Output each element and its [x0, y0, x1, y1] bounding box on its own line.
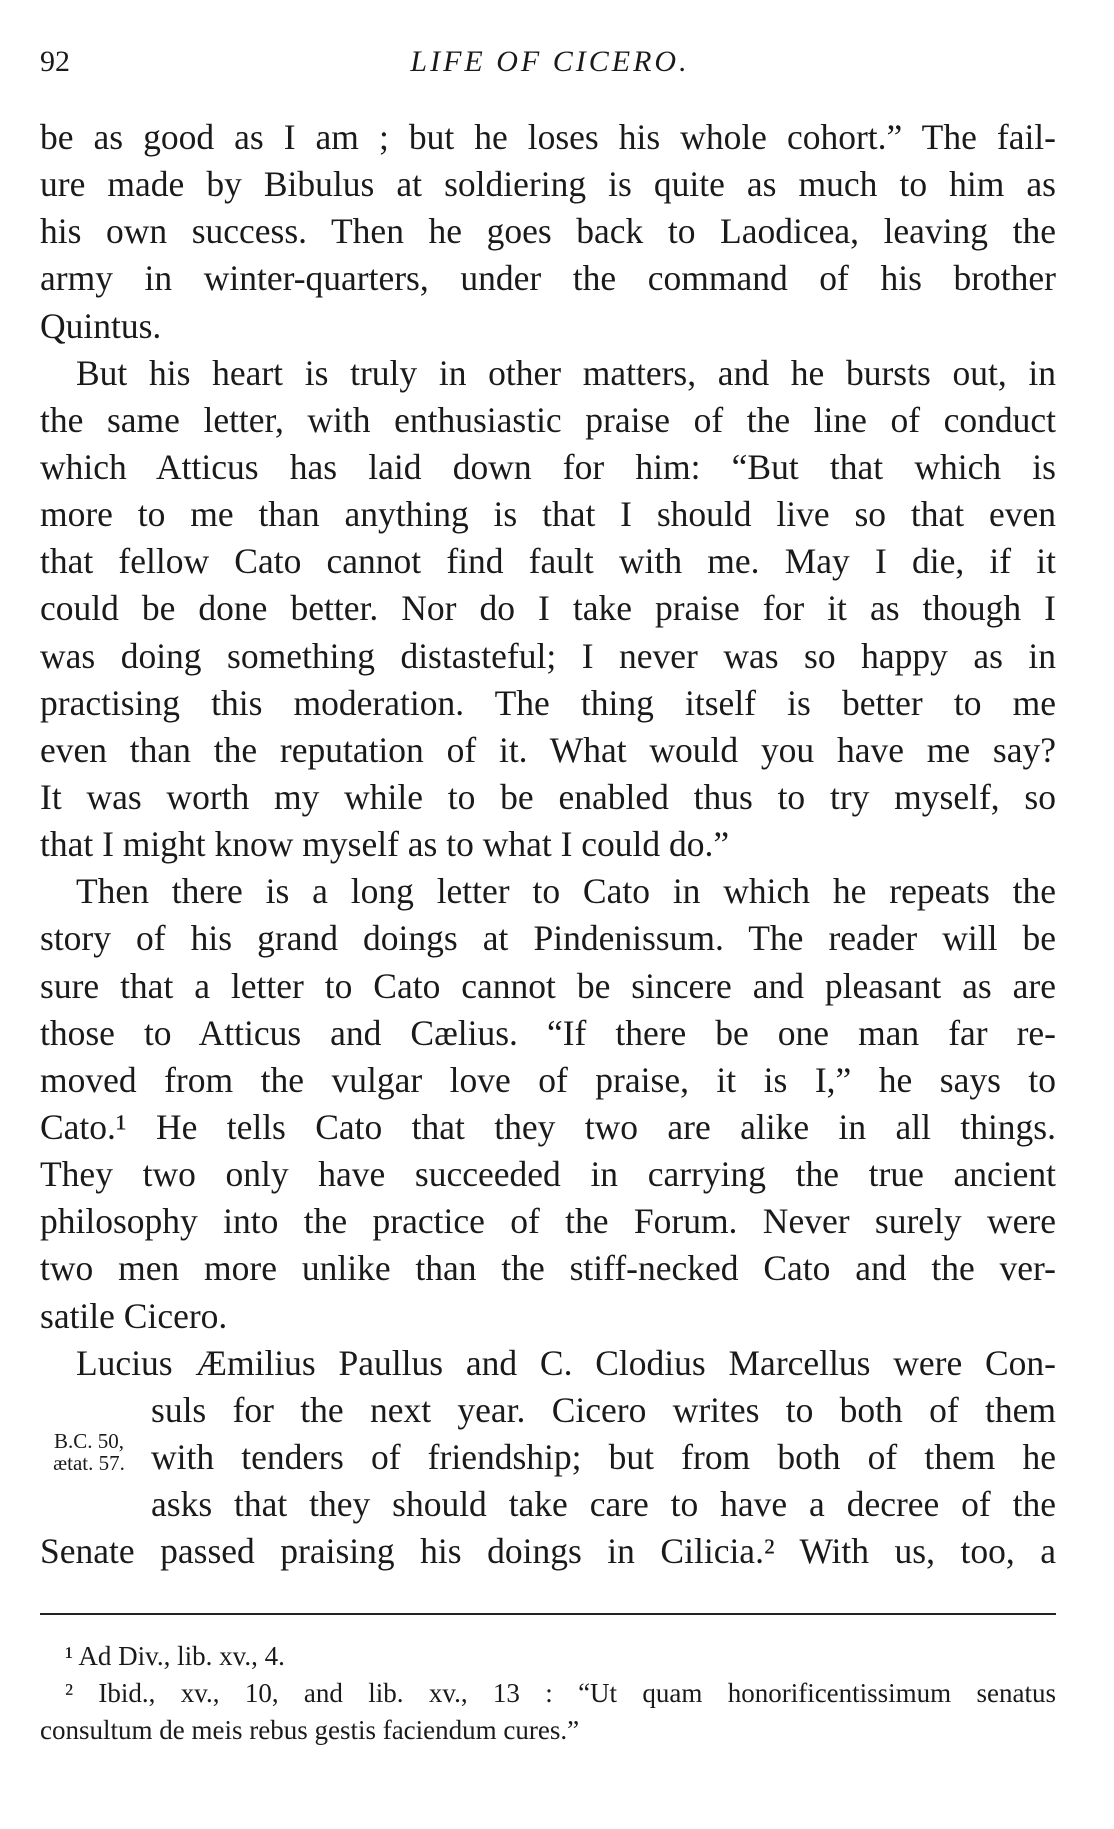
- text-line: But his heart is truly in other matters, and he bursts out, in: [76, 352, 1056, 393]
- marginal-note-year: B.C. 50,: [53, 1429, 124, 1453]
- text-line: with tenders of friendship; but from both of them he: [151, 1436, 1056, 1477]
- text-line: two men more unlike than the stiff-necked Cato and the ver-: [40, 1248, 1056, 1289]
- text-line: They two only have succeeded in carrying the true ancient: [40, 1154, 1056, 1195]
- text-line: Then there is a long letter to Cato in which he repeats the: [76, 871, 1056, 912]
- body-text: [40, 114, 1056, 1575]
- footnote-divider: [40, 1613, 1056, 1615]
- text-line: story of his grand doings at Pindenissum. The reader will be: [40, 918, 1056, 959]
- page-number: 92: [40, 45, 70, 78]
- marginal-note-age: ætat. 57.: [53, 1451, 125, 1475]
- text-line: suls for the next year. Cicero writes to both of them: [151, 1389, 1056, 1430]
- text-line: be as good as I am ; but he loses his whole cohort.” The fail-: [40, 117, 1056, 157]
- footnotes: [40, 1638, 1056, 1749]
- text-line: Cato.¹ He tells Cato that they two are alike in all things.: [40, 1106, 1056, 1147]
- text-line: ure made by Bibulus at soldiering is quite as much to him as: [40, 164, 1056, 205]
- text-line: those to Atticus and Cælius. “If there be one man far re-: [40, 1012, 1056, 1053]
- footnote-2-line-1: ² Ibid., xv., 10, and lib. xv., 13 : “Ut quam honorificentissimum senatus: [65, 1678, 1056, 1708]
- text-line: Lucius Æmilius Paullus and C. Clodius Marcellus were Con-: [76, 1342, 1056, 1383]
- text-line: even than the reputation of it. What would you have me say?: [40, 729, 1056, 770]
- marginal-date-note: [36, 1430, 142, 1474]
- text-line: that fellow Cato cannot find fault with me. May I die, if it: [40, 541, 1056, 582]
- text-line: It was worth my while to be enabled thus to try myself, so: [40, 776, 1056, 817]
- text-line: was doing something distasteful; I never was so happy as in: [40, 635, 1056, 676]
- text-line: could be done better. Nor do I take praise for it as though I: [40, 588, 1056, 629]
- text-line: Senate passed praising his doings in Cilicia.² With us, too, a: [40, 1531, 1056, 1572]
- text-line: which Atticus has laid down for him: “But that which is: [40, 446, 1056, 487]
- text-line: philosophy into the practice of the Forum. Never surely were: [40, 1201, 1056, 1242]
- footnote-2-line-2: consultum de meis rebus gestis faciendum cures.”: [40, 1715, 580, 1745]
- text-line: sure that a letter to Cato cannot be sincere and pleasant as are: [40, 965, 1056, 1006]
- running-title: LIFE OF CICERO.: [410, 45, 690, 78]
- text-line: satile Cicero.: [40, 1295, 228, 1336]
- text-line: practising this moderation. The thing itself is better to me: [40, 682, 1056, 723]
- running-head: [40, 42, 1060, 82]
- text-line: his own success. Then he goes back to Laodicea, leaving the: [40, 211, 1056, 252]
- text-line: moved from the vulgar love of praise, it is I,” he says to: [40, 1059, 1056, 1100]
- text-line: more to me than anything is that I should live so that even: [40, 494, 1056, 535]
- text-line: Quintus.: [40, 305, 162, 346]
- text-line: asks that they should take care to have a decree of the: [151, 1484, 1056, 1525]
- text-line: that I might know myself as to what I could do.”: [40, 824, 730, 865]
- text-line: army in winter-quarters, under the command of his brother: [40, 258, 1056, 299]
- footnote-1: ¹ Ad Div., lib. xv., 4.: [65, 1641, 285, 1671]
- text-line: the same letter, with enthusiastic praise of the line of conduct: [40, 399, 1056, 440]
